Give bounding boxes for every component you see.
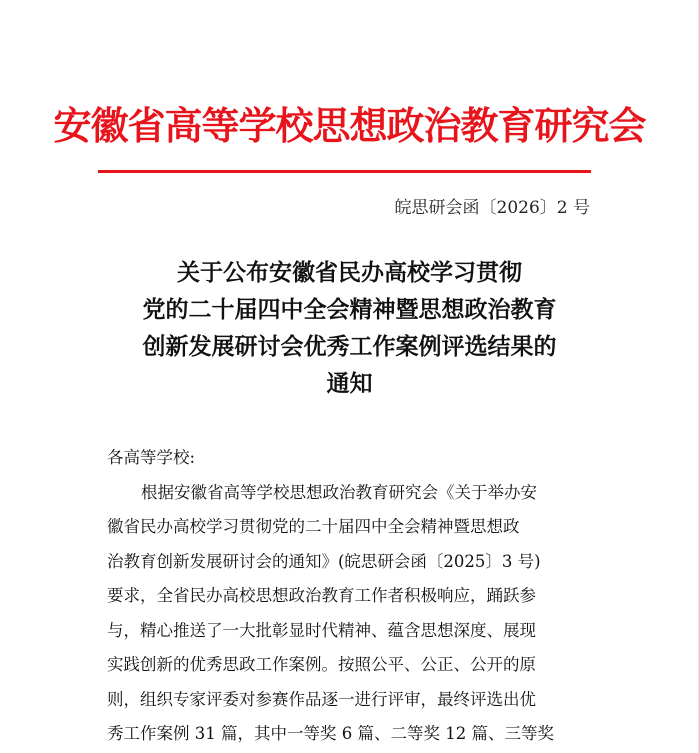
paragraph-line: 则，组织专家评委对参赛作品逐一进行评审，最终评选出优 bbox=[107, 689, 536, 709]
paragraph-line: 要求，全省民办高校思想政治教育工作者积极响应，踊跃参 bbox=[107, 586, 536, 605]
notice-title-line: 党的二十届四中全会精神暨思想政治教育 bbox=[142, 296, 557, 323]
paragraph-line: 治教育创新发展研讨会的通知》(皖思研会函〔2025〕3 号) bbox=[107, 551, 541, 571]
paragraph-line: 根据安徽省高等学校思想政治教育研究会《关于举办安 bbox=[141, 482, 537, 502]
paragraph-line: 实践创新的优秀思政工作案例。按照公平、公正、公开的原 bbox=[107, 655, 536, 674]
salutation: 各高等学校: bbox=[107, 448, 196, 467]
paragraph-line: 秀工作案例 31 篇，其中一等奖 6 篇、二等奖 12 篇、三等奖 bbox=[107, 724, 554, 743]
notice-title-line: 通知 bbox=[326, 370, 373, 397]
red-divider-line bbox=[98, 170, 591, 173]
paragraph-line: 徽省民办高校学习贯彻党的二十届四中全会精神暨思想政 bbox=[107, 517, 520, 536]
paragraph-line: 与，精心推送了一大批彰显时代精神、蕴含思想深度、展现 bbox=[107, 620, 536, 640]
notice-body bbox=[107, 441, 607, 752]
notice-title-line: 创新发展研讨会优秀工作案例评选结果的 bbox=[142, 333, 557, 360]
org-title: 安徽省高等学校思想政治教育研究会 bbox=[53, 103, 646, 148]
notice-title bbox=[0, 254, 699, 402]
notice-title-line: 关于公布安徽省民办高校学习贯彻 bbox=[177, 259, 522, 286]
document-number: 皖思研会函〔2026〕2 号 bbox=[394, 198, 590, 218]
